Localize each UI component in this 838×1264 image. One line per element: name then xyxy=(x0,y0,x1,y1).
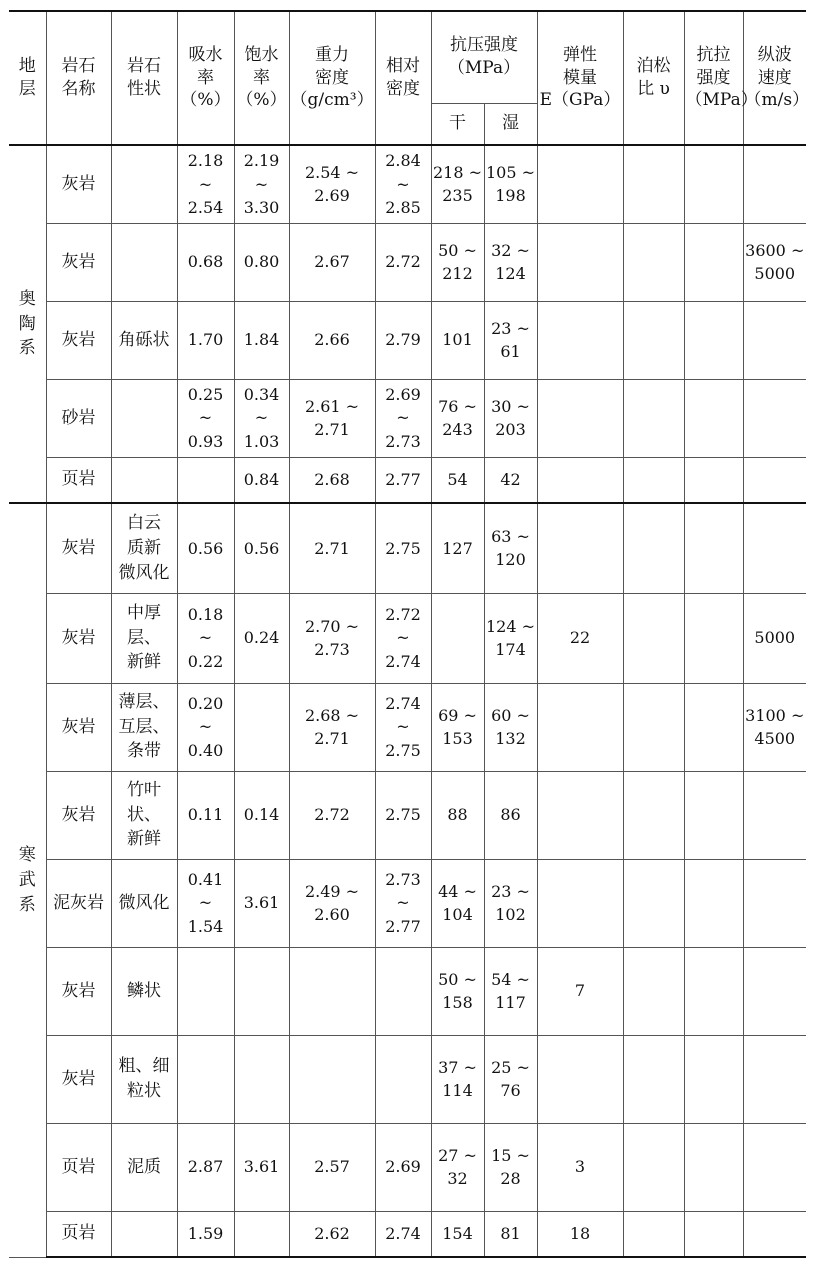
relative-density-cell: 2.74 ~ 2.75 xyxy=(375,683,431,771)
stratum-cell: 寒 武 系 xyxy=(9,503,46,1257)
relative-density-cell: 2.69 ~ 2.73 xyxy=(375,379,431,457)
saturated-water-cell: 3.61 xyxy=(234,1123,289,1211)
poisson-ratio-cell xyxy=(623,379,684,457)
wet-strength-cell: 105 ~ 198 xyxy=(484,145,537,223)
water-absorption-cell: 0.20 ~ 0.40 xyxy=(177,683,234,771)
rock-name-cell: 灰岩 xyxy=(46,145,111,223)
rock-nature-cell: 角砾状 xyxy=(111,301,177,379)
elastic-modulus-cell xyxy=(537,771,623,859)
table-row xyxy=(9,1211,806,1257)
water-absorption-cell: 0.56 xyxy=(177,503,234,593)
wet-strength-cell: 32 ~ 124 xyxy=(484,223,537,301)
rock-name-cell: 泥灰岩 xyxy=(46,859,111,947)
table-row xyxy=(9,947,806,1035)
saturated-water-cell: 0.84 xyxy=(234,457,289,503)
rock-properties-table xyxy=(9,10,810,1258)
dry-strength-cell xyxy=(431,593,484,683)
table-body xyxy=(9,145,806,1257)
dry-strength-cell: 37 ~ 114 xyxy=(431,1035,484,1123)
p-wave-velocity-cell xyxy=(743,771,806,859)
water-absorption-cell xyxy=(177,947,234,1035)
tensile-strength-cell xyxy=(684,683,743,771)
header-poisson-ratio: 泊松 比 υ xyxy=(623,11,684,145)
water-absorption-cell: 1.59 xyxy=(177,1211,234,1257)
table-row xyxy=(9,1123,806,1211)
p-wave-velocity-cell xyxy=(743,301,806,379)
elastic-modulus-cell: 7 xyxy=(537,947,623,1035)
rock-name-cell: 灰岩 xyxy=(46,771,111,859)
rock-name-cell: 灰岩 xyxy=(46,1035,111,1123)
stratum-cell: 奥 陶 系 xyxy=(9,145,46,503)
saturated-water-cell: 0.80 xyxy=(234,223,289,301)
rock-nature-cell xyxy=(111,145,177,223)
dry-strength-cell: 54 xyxy=(431,457,484,503)
relative-density-cell: 2.73 ~ 2.77 xyxy=(375,859,431,947)
rock-name-cell: 灰岩 xyxy=(46,223,111,301)
rock-nature-cell xyxy=(111,223,177,301)
dry-strength-cell: 50 ~ 212 xyxy=(431,223,484,301)
relative-density-cell: 2.77 xyxy=(375,457,431,503)
tensile-strength-cell xyxy=(684,379,743,457)
table-row xyxy=(9,379,806,457)
water-absorption-cell: 2.87 xyxy=(177,1123,234,1211)
rock-nature-cell xyxy=(111,1211,177,1257)
elastic-modulus-cell xyxy=(537,301,623,379)
saturated-water-cell: 1.84 xyxy=(234,301,289,379)
wet-strength-cell: 86 xyxy=(484,771,537,859)
saturated-water-cell: 0.34 ~ 1.03 xyxy=(234,379,289,457)
rock-nature-cell: 泥质 xyxy=(111,1123,177,1211)
elastic-modulus-cell: 3 xyxy=(537,1123,623,1211)
gravity-density-cell: 2.68 ~ 2.71 xyxy=(289,683,375,771)
p-wave-velocity-cell xyxy=(743,379,806,457)
water-absorption-cell: 0.41 ~ 1.54 xyxy=(177,859,234,947)
dry-strength-cell: 88 xyxy=(431,771,484,859)
tensile-strength-cell xyxy=(684,947,743,1035)
rock-name-cell: 页岩 xyxy=(46,457,111,503)
rock-nature-cell: 鳞状 xyxy=(111,947,177,1035)
p-wave-velocity-cell xyxy=(743,859,806,947)
tensile-strength-cell xyxy=(684,1035,743,1123)
relative-density-cell: 2.72 xyxy=(375,223,431,301)
p-wave-velocity-cell: 5000 xyxy=(743,593,806,683)
relative-density-cell xyxy=(375,1035,431,1123)
rock-nature-cell: 粗、细 粒状 xyxy=(111,1035,177,1123)
dry-strength-cell: 44 ~ 104 xyxy=(431,859,484,947)
wet-strength-cell: 23 ~ 102 xyxy=(484,859,537,947)
wet-strength-cell: 25 ~ 76 xyxy=(484,1035,537,1123)
gravity-density-cell xyxy=(289,947,375,1035)
header-rock-name: 岩石 名称 xyxy=(46,11,111,145)
gravity-density-cell: 2.62 xyxy=(289,1211,375,1257)
dry-strength-cell: 76 ~ 243 xyxy=(431,379,484,457)
saturated-water-cell: 0.24 xyxy=(234,593,289,683)
poisson-ratio-cell xyxy=(623,771,684,859)
rock-nature-cell: 竹叶 状、 新鲜 xyxy=(111,771,177,859)
p-wave-velocity-cell: 3100 ~ 4500 xyxy=(743,683,806,771)
water-absorption-cell: 0.11 xyxy=(177,771,234,859)
saturated-water-cell xyxy=(234,1035,289,1123)
gravity-density-cell: 2.61 ~ 2.71 xyxy=(289,379,375,457)
header-rock-nature: 岩石 性状 xyxy=(111,11,177,145)
tensile-strength-cell xyxy=(684,593,743,683)
poisson-ratio-cell xyxy=(623,301,684,379)
gravity-density-cell: 2.72 xyxy=(289,771,375,859)
p-wave-velocity-cell xyxy=(743,503,806,593)
poisson-ratio-cell xyxy=(623,1035,684,1123)
wet-strength-cell: 124 ~ 174 xyxy=(484,593,537,683)
gravity-density-cell: 2.67 xyxy=(289,223,375,301)
tensile-strength-cell xyxy=(684,503,743,593)
relative-density-cell: 2.84 ~ 2.85 xyxy=(375,145,431,223)
water-absorption-cell: 0.18 ~ 0.22 xyxy=(177,593,234,683)
gravity-density-cell: 2.71 xyxy=(289,503,375,593)
water-absorption-cell: 1.70 xyxy=(177,301,234,379)
header-tensile-strength: 抗拉 强度 （MPa） xyxy=(684,11,743,145)
rock-nature-cell: 白云 质新 微风化 xyxy=(111,503,177,593)
rock-nature-cell xyxy=(111,379,177,457)
water-absorption-cell xyxy=(177,457,234,503)
elastic-modulus-cell xyxy=(537,683,623,771)
water-absorption-cell: 2.18 ~ 2.54 xyxy=(177,145,234,223)
poisson-ratio-cell xyxy=(623,145,684,223)
wet-strength-cell: 60 ~ 132 xyxy=(484,683,537,771)
tensile-strength-cell xyxy=(684,1123,743,1211)
poisson-ratio-cell xyxy=(623,859,684,947)
dry-strength-cell: 127 xyxy=(431,503,484,593)
poisson-ratio-cell xyxy=(623,503,684,593)
rock-name-cell: 页岩 xyxy=(46,1123,111,1211)
p-wave-velocity-cell xyxy=(743,1123,806,1211)
poisson-ratio-cell xyxy=(623,223,684,301)
relative-density-cell: 2.79 xyxy=(375,301,431,379)
saturated-water-cell: 0.56 xyxy=(234,503,289,593)
table-row xyxy=(9,145,806,223)
wet-strength-cell: 23 ~ 61 xyxy=(484,301,537,379)
poisson-ratio-cell xyxy=(623,1123,684,1211)
elastic-modulus-cell xyxy=(537,859,623,947)
water-absorption-cell: 0.25 ~ 0.93 xyxy=(177,379,234,457)
relative-density-cell: 2.69 xyxy=(375,1123,431,1211)
gravity-density-cell: 2.66 xyxy=(289,301,375,379)
elastic-modulus-cell: 18 xyxy=(537,1211,623,1257)
table-row xyxy=(9,683,806,771)
header-wet: 湿 xyxy=(484,103,537,145)
water-absorption-cell xyxy=(177,1035,234,1123)
table-row xyxy=(9,457,806,503)
rock-name-cell: 灰岩 xyxy=(46,683,111,771)
poisson-ratio-cell xyxy=(623,457,684,503)
poisson-ratio-cell xyxy=(623,1211,684,1257)
table-row xyxy=(9,859,806,947)
p-wave-velocity-cell: 3600 ~ 5000 xyxy=(743,223,806,301)
dry-strength-cell: 27 ~ 32 xyxy=(431,1123,484,1211)
saturated-water-cell xyxy=(234,1211,289,1257)
wet-strength-cell: 42 xyxy=(484,457,537,503)
elastic-modulus-cell xyxy=(537,503,623,593)
header-stratum: 地 层 xyxy=(9,11,46,145)
tensile-strength-cell xyxy=(684,301,743,379)
poisson-ratio-cell xyxy=(623,593,684,683)
wet-strength-cell: 81 xyxy=(484,1211,537,1257)
header-elastic-modulus: 弹性 模量 E（GPa） xyxy=(537,11,623,145)
tensile-strength-cell xyxy=(684,457,743,503)
saturated-water-cell xyxy=(234,947,289,1035)
rock-name-cell: 灰岩 xyxy=(46,503,111,593)
tensile-strength-cell xyxy=(684,859,743,947)
gravity-density-cell: 2.54 ~ 2.69 xyxy=(289,145,375,223)
elastic-modulus-cell xyxy=(537,457,623,503)
p-wave-velocity-cell xyxy=(743,1035,806,1123)
poisson-ratio-cell xyxy=(623,947,684,1035)
tensile-strength-cell xyxy=(684,1211,743,1257)
dry-strength-cell: 154 xyxy=(431,1211,484,1257)
p-wave-velocity-cell xyxy=(743,145,806,223)
table-row xyxy=(9,223,806,301)
rock-name-cell: 灰岩 xyxy=(46,593,111,683)
relative-density-cell xyxy=(375,947,431,1035)
relative-density-cell: 2.75 xyxy=(375,503,431,593)
rock-nature-cell: 中厚 层、 新鲜 xyxy=(111,593,177,683)
rock-nature-cell xyxy=(111,457,177,503)
elastic-modulus-cell xyxy=(537,145,623,223)
table-row xyxy=(9,771,806,859)
rock-nature-cell: 微风化 xyxy=(111,859,177,947)
header-gravity-density: 重力 密度 （g/cm³） xyxy=(289,11,375,145)
gravity-density-cell: 2.70 ~ 2.73 xyxy=(289,593,375,683)
dry-strength-cell: 218 ~ 235 xyxy=(431,145,484,223)
tensile-strength-cell xyxy=(684,771,743,859)
rock-name-cell: 灰岩 xyxy=(46,947,111,1035)
wet-strength-cell: 30 ~ 203 xyxy=(484,379,537,457)
table-row xyxy=(9,1035,806,1123)
elastic-modulus-cell xyxy=(537,379,623,457)
rock-name-cell: 灰岩 xyxy=(46,301,111,379)
p-wave-velocity-cell xyxy=(743,947,806,1035)
header-dry: 干 xyxy=(431,103,484,145)
p-wave-velocity-cell xyxy=(743,1211,806,1257)
dry-strength-cell: 69 ~ 153 xyxy=(431,683,484,771)
saturated-water-cell: 0.14 xyxy=(234,771,289,859)
poisson-ratio-cell xyxy=(623,683,684,771)
header-compressive-strength: 抗压强度 （MPa） xyxy=(431,11,537,103)
gravity-density-cell: 2.49 ~ 2.60 xyxy=(289,859,375,947)
wet-strength-cell: 54 ~ 117 xyxy=(484,947,537,1035)
rock-nature-cell: 薄层、 互层、 条带 xyxy=(111,683,177,771)
wet-strength-cell: 63 ~ 120 xyxy=(484,503,537,593)
saturated-water-cell: 2.19 ~ 3.30 xyxy=(234,145,289,223)
water-absorption-cell: 0.68 xyxy=(177,223,234,301)
saturated-water-cell: 3.61 xyxy=(234,859,289,947)
gravity-density-cell: 2.57 xyxy=(289,1123,375,1211)
tensile-strength-cell xyxy=(684,223,743,301)
rock-name-cell: 页岩 xyxy=(46,1211,111,1257)
dry-strength-cell: 50 ~ 158 xyxy=(431,947,484,1035)
wet-strength-cell: 15 ~ 28 xyxy=(484,1123,537,1211)
table-row xyxy=(9,593,806,683)
elastic-modulus-cell: 22 xyxy=(537,593,623,683)
header-p-wave-velocity: 纵波 速度 （m/s） xyxy=(743,11,806,145)
p-wave-velocity-cell xyxy=(743,457,806,503)
gravity-density-cell: 2.68 xyxy=(289,457,375,503)
dry-strength-cell: 101 xyxy=(431,301,484,379)
relative-density-cell: 2.75 xyxy=(375,771,431,859)
header-water-absorption: 吸水 率 （%） xyxy=(177,11,234,145)
tensile-strength-cell xyxy=(684,145,743,223)
table-row xyxy=(9,503,806,593)
relative-density-cell: 2.72 ~ 2.74 xyxy=(375,593,431,683)
table-row xyxy=(9,301,806,379)
header-relative-density: 相对 密度 xyxy=(375,11,431,145)
rock-name-cell: 砂岩 xyxy=(46,379,111,457)
saturated-water-cell xyxy=(234,683,289,771)
gravity-density-cell xyxy=(289,1035,375,1123)
relative-density-cell: 2.74 xyxy=(375,1211,431,1257)
elastic-modulus-cell xyxy=(537,1035,623,1123)
header-saturated-water: 饱水 率 （%） xyxy=(234,11,289,145)
elastic-modulus-cell xyxy=(537,223,623,301)
